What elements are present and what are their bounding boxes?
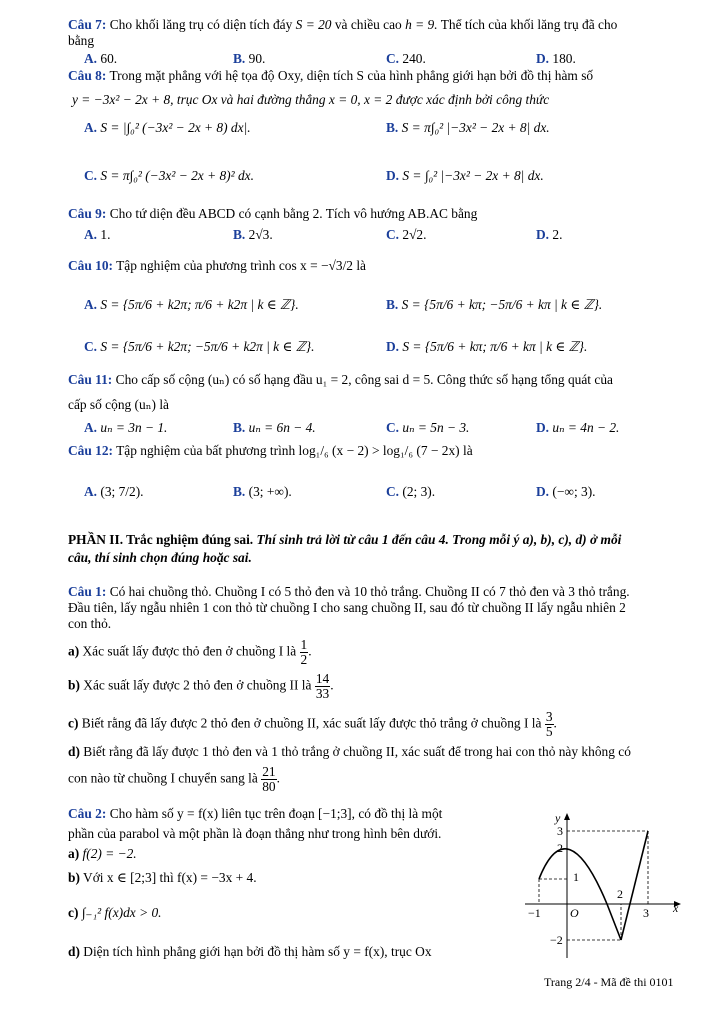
option-d: D. 2. [536,227,563,242]
statement-a: a) Xác suất lấy được thỏ đen ở chuồng I là $\frac{1}{2}$ . [68,637,312,668]
question-9 [68,206,477,221]
statement-c: c) ∫₋₁² f(x)dx > 0. [68,905,162,920]
option-d: D. S = ∫₀² |−3x² − 2x + 8| dx. [386,168,544,183]
option-a: A. 60. [84,51,118,66]
question-12 [68,443,473,458]
tick-ym2: −2 [550,933,563,947]
statement-d: d) Biết rằng đã lấy được 1 thỏ đen và 1 thỏ trắng ở chuồng II, xác suất để trong hai con thỏ này không có [68,744,631,759]
option-b: B. uₙ = 6n − 4. [233,420,316,435]
question-10 [68,258,366,273]
question-text: Có hai chuồng thỏ. Chuồng I có 5 thỏ đen và 10 thỏ trắng. Chuồng II có 7 thỏ đen và 3 thỏ trắng. [109,584,630,599]
question-label: Câu 8: [68,68,107,83]
tick-xm1: −1 [528,906,541,920]
x-axis-label: x [673,901,679,915]
line-segment [621,831,648,940]
option-d: D. 180. [536,51,576,66]
part-2-heading: PHẦN II. Trắc nghiệm đúng sai. Thí sinh trả lời từ câu 1 đến câu 4. Trong mỗi ý a), b), c), d) ở mỗi [68,532,622,547]
question-text: Trong mặt phẳng với hệ tọa độ Oxy, diện tích S của hình phẳng giới hạn bởi đồ thị hàm số [109,68,594,83]
guide-lines [539,831,648,940]
question-label: Câu 10: [68,258,114,273]
equation: S = 20 [295,17,332,32]
option-d: D. uₙ = 4n − 2. [536,420,620,435]
tick-x2: 2 [617,887,623,901]
question-text: Tập nghiệm của phương trình cos x = −√3/2 là [116,258,367,273]
question-8 [68,68,593,83]
part2-question-2 [68,806,442,821]
question-text: và chiều cao [334,17,402,32]
question-text: Cho cấp số cộng (uₙ) có số hạng đầu u₁ = 2, công sai d = 5. Công thức số hạng tổng quát của [115,372,613,387]
part2-question-1 [68,584,630,599]
option-a: A. 1. [84,227,111,242]
part-2-instructions: câu, thí sinh chọn đúng hoặc sai. [68,550,252,565]
statement-c: c) Biết rằng đã lấy được 2 thỏ đen ở chuồng II, xác suất lấy được thỏ trắng ở chuồng I là $\frac{3}{5}$ . [68,709,557,740]
question-text: y = −3x² − 2x + 8, trục Ox và hai đường thẳng x = 0, x = 2 được xác định bởi công thức [72,92,550,107]
option-d: D. (−∞; 3). [536,484,596,499]
question-text: Đầu tiên, lấy ngẫu nhiên 1 con thỏ từ chuồng I cho sang chuồng II, sau đó từ chuồng II lấy ngẫu nhiên 2 [68,600,626,615]
option-b: B. 90. [233,51,266,66]
option-b: B. S = {5π/6 + kπ; −5π/6 + kπ | k ∈ ℤ}. [386,297,603,312]
option-c: C. (2; 3). [386,484,436,499]
question-label: Câu 11: [68,372,113,387]
option-c: C. uₙ = 5n − 3. [386,420,470,435]
question-text: Cho hàm số y = f(x) liên tục trên đoạn [−1;3], có đồ thị là một [109,806,443,821]
option-a: A. S = {5π/6 + k2π; π/6 + k2π | k ∈ ℤ}. [84,297,299,312]
question-label: Câu 2: [68,806,107,821]
option-c: C. S = {5π/6 + k2π; −5π/6 + k2π | k ∈ ℤ}. [84,339,315,354]
statement-b: b) Với x ∈ [2;3] thì f(x) = −3x + 4. [68,870,257,885]
statement-d: d) Diện tích hình phẳng giới hạn bởi đồ thị hàm số y = f(x), trục Ox [68,944,432,959]
page-footer: Trang 2/4 - Mã đề thi 0101 [544,975,674,989]
option-b: B. (3; +∞). [233,484,292,499]
question-label: Câu 12: [68,443,114,458]
tick-y2: 2 [557,841,563,855]
question-7 [68,17,617,32]
option-a: A. (3; 7/2). [84,484,144,499]
question-label: Câu 1: [68,584,107,599]
question-text: con thỏ. [68,616,112,631]
option-c: C. S = π∫₀² (−3x² − 2x + 8)² dx. [84,168,254,183]
statement-a: a) f(2) = −2. [68,846,137,861]
statement-b: b) Xác suất lấy được 2 thỏ đen ở chuồng II là $\frac{14}{33}$ . [68,671,334,702]
question-text: Thể tích của khối lăng trụ đã cho [440,17,618,32]
question-label: Câu 7: [68,17,107,32]
question-text: Tập nghiệm của bất phương trình log₁/₆ (x − 2) > log₁/₆ (7 − 2x) là [116,443,473,458]
option-a: A. S = |∫₀² (−3x² − 2x + 8) dx|. [84,120,251,135]
option-c: C. 240. [386,51,426,66]
question-11 [68,372,613,387]
statement-d-cont: con nào từ chuồng I chuyển sang là $\frac{21}{80}$ . [68,764,280,795]
tick-y3: 3 [557,824,563,838]
question-text: bằng [68,33,95,48]
question-text: Cho khối lăng trụ có diện tích đáy [109,17,293,32]
equation: h = 9. [405,17,438,32]
function-graph [515,808,687,964]
question-text: cấp số cộng (uₙ) là [68,397,169,412]
question-text: phần của parabol và một phần là đoạn thẳng như trong hình bên dưới. [68,826,442,841]
option-d: D. S = {5π/6 + kπ; π/6 + kπ | k ∈ ℤ}. [386,339,588,354]
tick-y1: 1 [573,870,579,884]
question-text: Cho tứ diện đều ABCD có cạnh bằng 2. Tích vô hướng AB.AC bằng [109,206,478,221]
option-c: C. 2√2. [386,227,427,242]
option-b: B. 2√3. [233,227,273,242]
option-a: A. uₙ = 3n − 1. [84,420,168,435]
option-b: B. S = π∫₀² |−3x² − 2x + 8| dx. [386,120,550,135]
parabola-tail [607,904,621,940]
y-axis-label: y [555,811,561,825]
tick-x3: 3 [643,906,649,920]
origin-label: O [570,906,579,920]
question-label: Câu 9: [68,206,107,221]
